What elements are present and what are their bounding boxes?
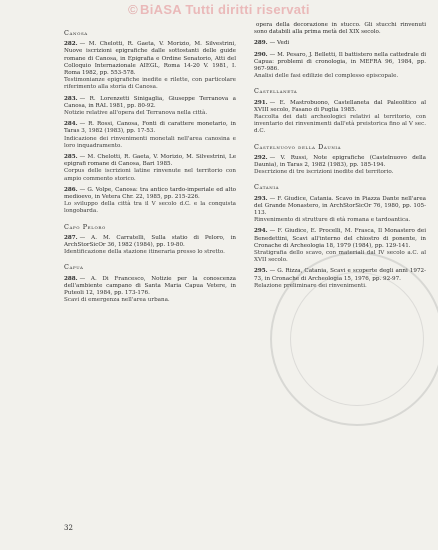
watermark-text: BiASA Tutti diritti riservati	[140, 1, 310, 17]
entry-number: 283.	[64, 95, 78, 102]
entry-citation: — A. Di Francesco, Notizie per la conoscenza dell'ambiente campano di Santa Maria Capua Vetere, in Puteoli 12, 1984, pp. 173-176.	[64, 275, 236, 297]
section-heading: Capua	[64, 263, 84, 272]
section-heading: Castellaneta	[254, 87, 298, 96]
entry-annotation: Relazione preliminare dei rinvenimenti.	[254, 282, 367, 289]
document-page	[64, 22, 426, 542]
bibliography-entry	[254, 268, 426, 290]
entry-citation: — G. Rizza, Catania, Scavi e scoperte degli anni 1972-73, in Cronache di Archeologia 15, 1976, pp. 92-97.	[254, 268, 426, 282]
entry-citation: — F. Giudice, E. Procelli, M. Frasca, Il Monastero dei Benedettini, Scavi all'interno del chiostro di ponente, in Cronache di Archeologia 18, 1979 (1984), pp. 129-141.	[254, 228, 426, 249]
entry-number: 290.	[254, 51, 268, 58]
entry-annotation: Rinvenimento di strutture di età romana e tardoantica.	[254, 217, 411, 224]
bibliography-entry	[64, 276, 236, 305]
entry-citation: — R. Lorenzetti Sinigaglia, Giuseppe Terranova a Canosa, in RAL 1981, pp. 80-92.	[64, 95, 236, 109]
entry-number: 292.	[254, 154, 268, 161]
entry-number: 291.	[254, 99, 268, 106]
entry-number: 288.	[64, 275, 78, 282]
bibliography-entry	[254, 40, 426, 47]
entry-annotation: Stratigrafia dello scavo, con materiali dal IV secolo a.C. al XVII secolo.	[254, 250, 426, 264]
entry-citation: — E. Mastrobuono, Castellaneta dal Paleolitico al XVIII secolo, Fasano di Puglia 1985.	[254, 99, 426, 113]
entry-annotation: Raccolta dei dati archeologici relativi al territorio, con inventario dei rinvenimenti dall'età preistorica fino al V sec. d.C.	[254, 114, 426, 135]
bibliography-entry	[64, 154, 236, 183]
bibliography-entry	[64, 187, 236, 216]
entry-number: 287.	[64, 234, 78, 241]
entry-annotation: Testimonianze epigrafiche inedite e rilette, con particolare riferimento alla storia di Canosa.	[64, 77, 236, 91]
bibliography-entry	[254, 52, 426, 81]
bibliography-entry	[254, 22, 426, 36]
entry-citation: — R. Rossi, Canosa, Fonti di carattere monetario, in Taras 3, 1982 (1983), pp. 17-53.	[64, 121, 236, 135]
bibliography-entry	[64, 121, 236, 150]
entry-citation: — A. M. Carratelli, Sulla statio di Peloro, in ArchStorSicOr 36, 1982 (1984), pp. 19-80.	[64, 234, 236, 249]
entry-number: 285.	[64, 154, 78, 161]
bibliography-entry	[254, 228, 426, 264]
bibliography-entry	[64, 41, 236, 91]
entry-number: 289.	[254, 40, 268, 47]
left-column	[64, 22, 236, 309]
entry-citation: — M. Chelotti, R. Gaeta, V. Morizio, M. Silvestrini, Nuove iscrizioni epigrafiche dalle sottostanti delle guide romane di Canosa, in Epigrafia e Ordine Senatorio, Atti del Colloquio Internazionale AIEGL, Roma 14-20 V. 1981, I. Roma 1982, pp. 553-578.	[64, 41, 236, 77]
section-heading: Canosa	[64, 29, 88, 37]
bibliography-entry	[254, 155, 426, 177]
entry-citation: — V. Russi, Note epigrafiche (Castelnuovo della Daunia), in Taras 2, 1982 (1983), pp. 185-194.	[254, 154, 426, 169]
entry-citation: — M. Pesaro, J. Belletti, Il battistero nella cattedrale di Capua: problemi di cronologia, in MEFRA 96, 1984, pp. 967-986.	[254, 51, 426, 73]
bibliography-entry	[64, 235, 236, 257]
entry-annotation: Descrizione di tre iscrizioni inedite del territorio.	[254, 169, 394, 176]
section-heading: Castelnuovo della Daunia	[254, 142, 342, 151]
entry-annotation: Identificazione della stazione itineraria presso lo stretto.	[64, 249, 225, 256]
entry-annotation: Analisi delle fasi edilizie del complesso episcopale.	[254, 73, 399, 80]
entry-citation: opera della decorazione in stucco. Gli stucchi rinvenuti sono databili alla prima metà del XIX secolo.	[254, 22, 426, 36]
page-number: 32	[64, 524, 73, 532]
entry-number: 294.	[254, 228, 268, 235]
entry-number: 295.	[254, 268, 268, 275]
entry-number: 286.	[64, 186, 78, 193]
entry-citation: — Vedi	[269, 40, 290, 47]
bibliography-entry	[64, 96, 236, 118]
watermark-banner	[0, 0, 438, 18]
entry-number: 284.	[64, 121, 78, 128]
entry-annotation: Corpus delle iscrizioni latine rinvenute nel territorio con ampio commento storico.	[64, 168, 236, 182]
entry-number: 282.	[64, 41, 78, 48]
bibliography-entry	[254, 100, 426, 136]
section-heading: Catania	[254, 183, 280, 192]
entry-annotation: Lo sviluppo della città tra il V secolo d.C. e la conquista longobarda.	[64, 201, 236, 215]
entry-annotation: Scavi di emergenza nell'area urbana.	[64, 297, 170, 304]
right-column	[254, 22, 426, 294]
entry-citation: — G. Volpe, Canosa: tra antico tardo-imperiale ed alto medioevo, in Vetera Chr. 22, 1985, pp. 215-226.	[64, 186, 236, 201]
entry-annotation: Indicazione dei rinvenimenti monetali nell'area canosina e loro inquadramento.	[64, 135, 236, 149]
section-heading: Capo Peloro	[64, 222, 106, 231]
entry-citation: — M. Chelotti, R. Gaeta, V. Morizio, M. Silvestrini, Le epigrafi romane di Canosa, Bari 1985.	[64, 154, 236, 168]
copyright-icon: ©	[128, 1, 139, 17]
bibliography-entry	[254, 196, 426, 225]
entry-annotation: Notizie relative all'opera del Terranova nella città.	[64, 110, 208, 117]
entry-number: 293.	[254, 195, 268, 202]
entry-citation: — F. Giudice, Catania. Scavo in Piazza Dante nell'area del Grande Monastero, in ArchStorSicOr 76, 1980, pp. 105-113.	[254, 195, 426, 217]
